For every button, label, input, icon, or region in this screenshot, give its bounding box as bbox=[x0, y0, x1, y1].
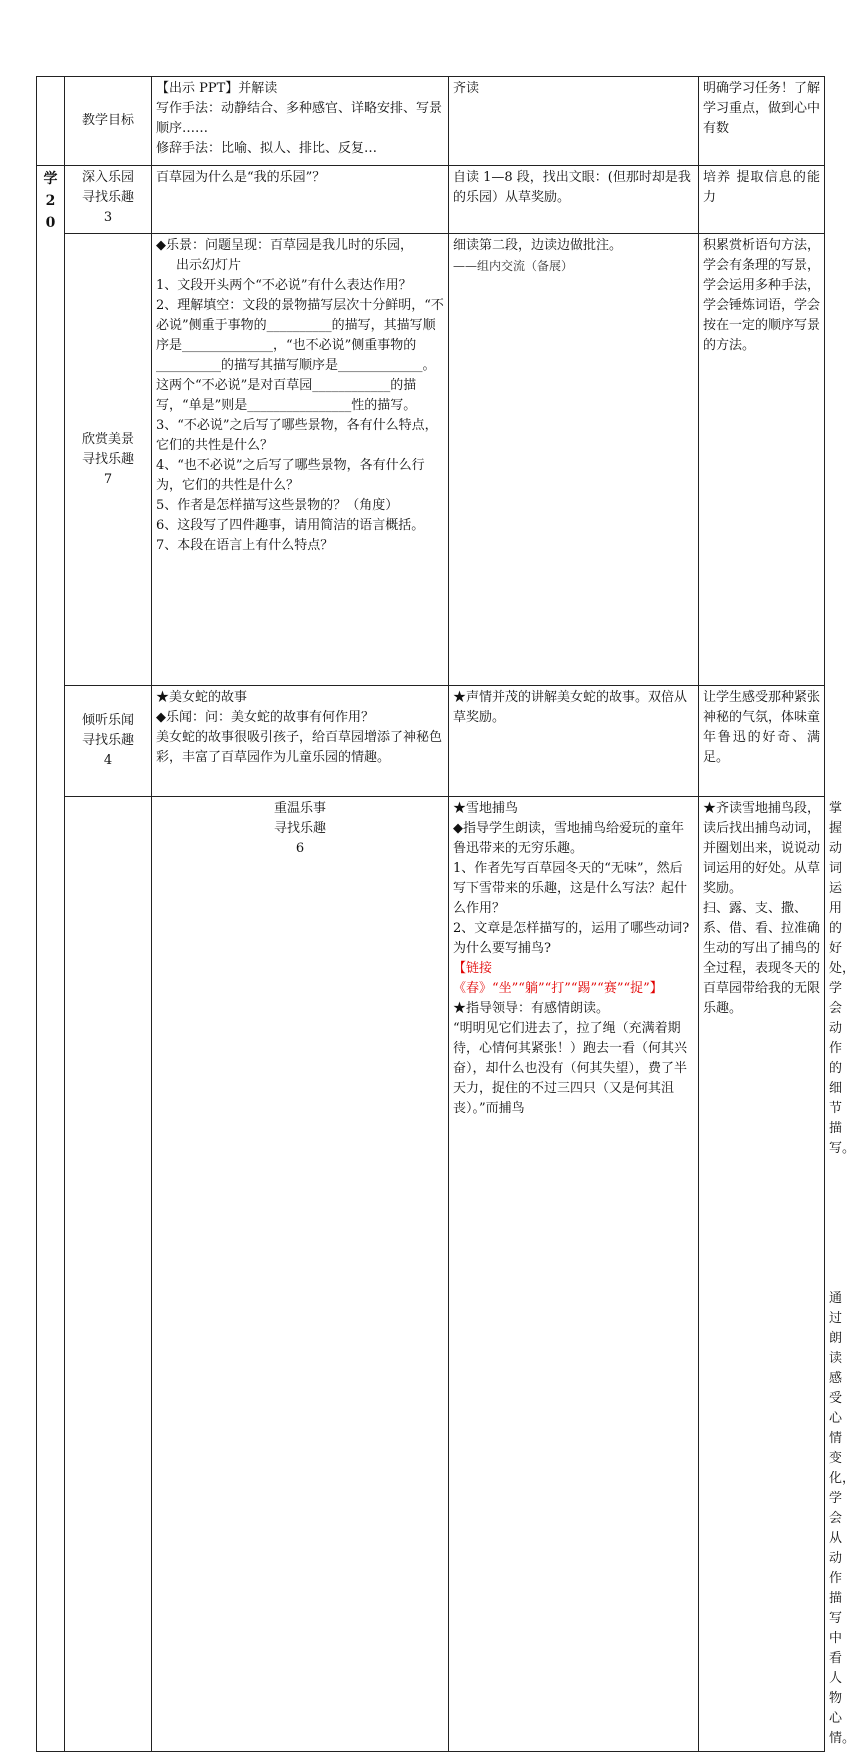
name-line: 7 bbox=[103, 471, 113, 487]
objective-content bbox=[152, 77, 449, 166]
name-line: 寻找乐趣 bbox=[81, 733, 134, 748]
lesson-plan-table bbox=[36, 76, 856, 1752]
activity-line: 细读第二段，边读边做批注。 bbox=[453, 238, 623, 253]
question-3: 3、“不必说”之后写了哪些景物，各有什么特点，它们的共性是什么？ bbox=[156, 418, 438, 453]
question-1: 1、文段开头两个“不必说”有什么表达作用？ bbox=[156, 278, 412, 293]
content-line: ◆指导学生朗读，雪地捕鸟给爱玩的童年鲁迅带来的无穷乐趣。 bbox=[453, 821, 684, 856]
question-5: 5、作者是怎样描写这些景物的？（角度） bbox=[156, 498, 399, 513]
row-name-listen bbox=[65, 686, 152, 797]
content-line: ◆乐景：问题呈现：百草园是我儿时的乐园， bbox=[156, 238, 413, 253]
question-2-fill-blank: 2、理解填空：文段的景物描写层次十分鲜明，“不必说”侧重于事物的__________的描写，其描写顺序是______________，“也不必说”侧重事物的__________的描写其描写顺序是_____________。这两个“不必说”是对百草园____________的描写，“单是”则是________________性的描写。 bbox=[156, 298, 444, 413]
row-name-deep bbox=[65, 166, 152, 234]
content-line: 出示幻灯片 bbox=[176, 258, 242, 273]
activity-line: ——组内交流（备展） bbox=[453, 259, 574, 273]
question-4: 4、“也不必说”之后写了哪些景物，各有什么行为，它们的共性是什么？ bbox=[156, 458, 425, 493]
content-line: ★雪地捕鸟 bbox=[453, 801, 519, 816]
row-listen bbox=[37, 686, 825, 797]
content-line: 美女蛇的故事很吸引孩子，给百草园增添了神秘色彩，丰富了百草园作为儿童乐园的情趣。 bbox=[156, 730, 443, 765]
content-line: ★美女蛇的故事 bbox=[156, 690, 248, 705]
listen-goal: 让学生感受那种紧张神秘的气氛，体味童年鲁迅的好奇、满足。 bbox=[699, 686, 825, 797]
revisit-activity bbox=[699, 797, 825, 1752]
appreciate-goal: 积累赏析语句方法，学会有条理的写景，学会运用多种手法，学会锤炼词语，学会按在一定的顺序写景的方法。 bbox=[699, 234, 825, 686]
name-line: 深入乐园 bbox=[81, 170, 134, 185]
row-name-appreciate bbox=[65, 234, 152, 686]
listen-activity: ★声情并茂的讲解美女蛇的故事。双倍从草奖励。 bbox=[449, 686, 699, 797]
objective-goal: 明确学习任务！了解学习重点，做到心中有数 bbox=[699, 77, 825, 166]
content-line: 【出示 PPT】并解读 bbox=[156, 81, 278, 96]
name-line: 寻找乐趣 bbox=[81, 451, 134, 467]
content-line: “明明见它们进去了，拉了绳（充满着期待，心情何其紧张！）跑去一看（何其兴奋），却什么也没有（何其失望），费了半天力，捉住的不过三四只（又是何其沮丧）。”而捕鸟 bbox=[453, 1021, 688, 1116]
question-1: 1、作者先写百草园冬天的“无味”，然后写下雪带来的乐趣，这是什么写法？起什么作用？ bbox=[453, 861, 688, 916]
content-line: 写作手法：动静结合、多种感官、详略安排、写景顺序…… bbox=[156, 101, 443, 136]
revisit-content bbox=[449, 797, 699, 1752]
name-line: 欣赏美景 bbox=[81, 431, 134, 447]
row-name-revisit bbox=[152, 797, 449, 1752]
row-appreciate bbox=[37, 234, 825, 686]
phase-cell-empty bbox=[65, 797, 152, 1752]
content-line: 修辞手法：比喻、拟人、排比、反复… bbox=[156, 141, 378, 156]
name-line: 重温乐事 bbox=[273, 801, 326, 816]
appreciate-activity bbox=[449, 234, 699, 686]
row-deep bbox=[37, 166, 825, 234]
name-line: 寻找乐趣 bbox=[273, 821, 326, 836]
deep-content: 百草园为什么是“我的乐园”？ bbox=[152, 166, 449, 234]
objective-activity: 齐读 bbox=[449, 77, 699, 166]
row-objective bbox=[37, 77, 825, 166]
listen-content bbox=[152, 686, 449, 797]
content-line: ◆乐闻：问：美女蛇的故事有何作用？ bbox=[156, 710, 374, 725]
phase-char: 2 bbox=[45, 193, 56, 209]
phase-char: 学 bbox=[43, 171, 58, 187]
question-7: 7、本段在语言上有什么特点？ bbox=[156, 538, 334, 553]
activity-line: ★齐读雪地捕鸟段，读后找出捕鸟动词，并圈划出来，说说动词运用的好处。从草奖励。 bbox=[703, 801, 821, 896]
name-line: 6 bbox=[295, 841, 305, 856]
deep-activity: 自读 1—8 段，找出文眼：(但那时却是我的乐园）从草奖励。 bbox=[449, 166, 699, 234]
phase-label bbox=[37, 166, 65, 1752]
deep-goal: 培养 提取信息的能力 bbox=[699, 166, 825, 234]
question-6: 6、这段写了四件趣事，请用简洁的语言概括。 bbox=[156, 518, 425, 533]
phase-cell-empty bbox=[37, 77, 65, 166]
row-revisit: 重温乐事 寻找乐趣 6 ★雪地捕鸟 ◆指导学生朗读，雪地捕鸟给爱玩的童年鲁迅带来的无穷乐趣。 1、作者先写百草园冬天的“无味”，然后写下雪带来的乐趣，这是什么写法？起什么作用？ 2、文章是怎样描写的，运用了哪些动词?为什么要写捕鸟? 【链接《春》“坐”“躺”“打”“踢”“赛”“捉”】 ★指导领导：有感情朗读。 “明明见它们进去了，拉了绳（充满着期待，心情何其紧张！）跑去一看（何其兴奋），却什么也没有（何其失望），费了半天力，捉住的不过三四只（又是何其沮丧）。”而捕鸟 ★齐读雪地捕鸟段，读后找出捕鸟动词，并圈划出来，说说动词运用的好处。从草奖励。 扫、露、支、撒、系、借、看、拉准确生动的写出了捕鸟的全过程，表现冬天的百草园带给我的无限乐趣。 掌握动词运用的好处，学会动作的细节描写。 通过朗读感受心情变化，学会从动作描写中看人物心情。 bbox=[37, 797, 825, 1752]
name-line: 倾听乐闻 bbox=[81, 713, 134, 728]
row-name-objective: 教学目标 bbox=[65, 77, 152, 166]
name-line: 3 bbox=[103, 210, 113, 225]
name-line: 寻找乐趣 bbox=[81, 190, 134, 205]
appreciate-content bbox=[152, 234, 449, 686]
link-spring-note: 【链接《春》“坐”“躺”“打”“踢”“赛”“捉”】 bbox=[453, 961, 663, 996]
question-2: 2、文章是怎样描写的，运用了哪些动词?为什么要写捕鸟? bbox=[453, 921, 690, 956]
phase-char: 0 bbox=[45, 215, 56, 231]
name-line: 4 bbox=[103, 753, 113, 768]
activity-line: 扫、露、支、撒、系、借、看、拉准确生动的写出了捕鸟的全过程，表现冬天的百草园带给我的无限乐趣。 bbox=[703, 901, 821, 1016]
content-line: ★指导领导：有感情朗读。 bbox=[453, 1001, 610, 1016]
